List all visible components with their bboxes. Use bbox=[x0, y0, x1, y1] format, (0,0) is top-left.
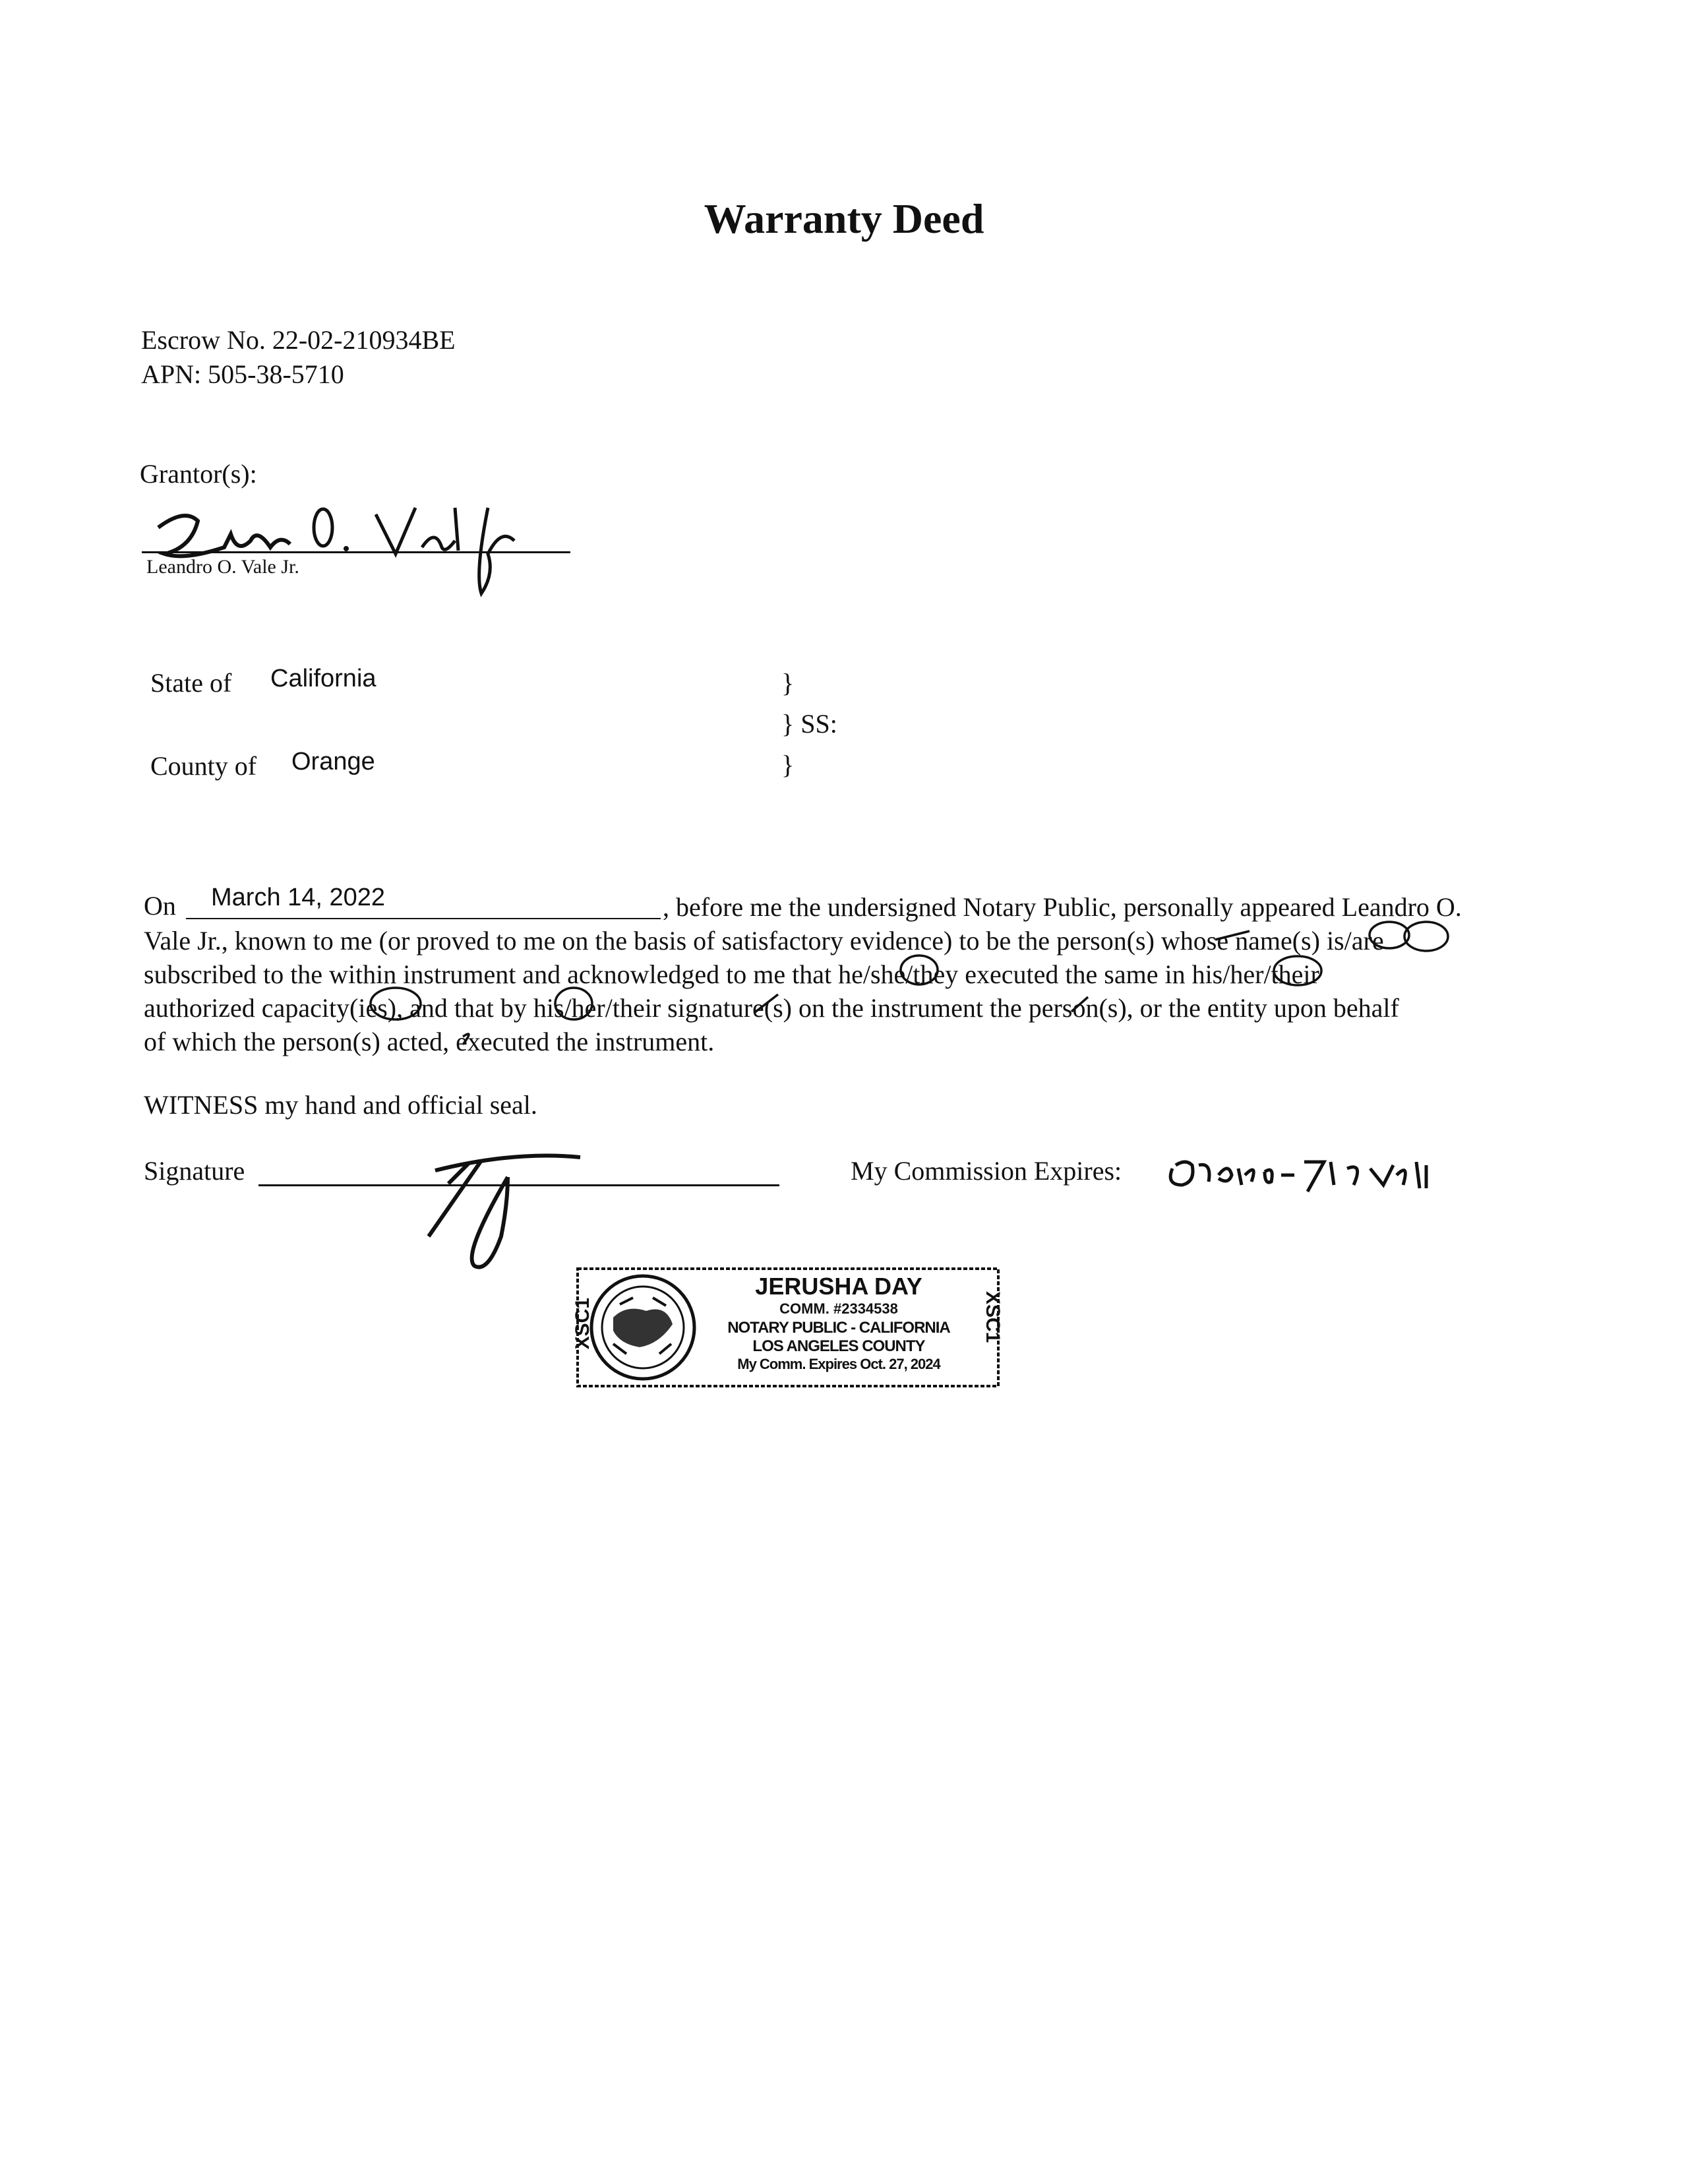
commission-expires-label: My Commission Expires: bbox=[851, 1156, 1122, 1186]
paragraph-line-3: subscribed to the within instrument and acknowledged to me that he/she/they executed the same in his/her/their bbox=[144, 959, 1319, 989]
acknowledgment-date: March 14, 2022 bbox=[211, 884, 386, 911]
paragraph-line-4: authorized capacity(ies), and that by his/her/their signature(s) on the instrument the person(s), or the entity upon behalf bbox=[144, 993, 1399, 1023]
stamp-expiration: My Comm. Expires Oct. 27, 2024 bbox=[737, 1356, 940, 1372]
paragraph-line-5: of which the person(s) acted, executed the instrument. bbox=[144, 1027, 715, 1056]
witness-line: WITNESS my hand and official seal. bbox=[144, 1090, 537, 1120]
notary-stamp bbox=[574, 1265, 1002, 1390]
county-label: County of bbox=[150, 751, 257, 781]
escrow-number: Escrow No. 22-02-210934BE bbox=[141, 325, 456, 355]
bracket-ss: } SS: bbox=[781, 709, 837, 739]
stamp-county: LOS ANGELES COUNTY bbox=[752, 1337, 925, 1355]
apn-number: APN: 505-38-5710 bbox=[141, 359, 344, 389]
signature-label: Signature bbox=[144, 1156, 245, 1186]
grantor-name: Leandro O. Vale Jr. bbox=[146, 556, 299, 578]
county-value: Orange bbox=[291, 748, 375, 775]
stamp-notary-name: JERUSHA DAY bbox=[755, 1273, 922, 1300]
bracket-top: } bbox=[781, 668, 795, 698]
notary-signature bbox=[409, 1144, 593, 1276]
bracket-bottom: } bbox=[781, 750, 795, 779]
stamp-title: NOTARY PUBLIC - CALIFORNIA bbox=[727, 1319, 950, 1337]
state-label: State of bbox=[150, 668, 232, 698]
commission-expires-handwritten bbox=[1166, 1149, 1456, 1195]
document-title: Warranty Deed bbox=[704, 195, 984, 242]
stamp-side-code-right: XSC1 bbox=[982, 1291, 1004, 1343]
on-label: On bbox=[144, 891, 176, 921]
stamp-commission-number: COMM. #2334538 bbox=[779, 1300, 898, 1317]
state-value: California bbox=[270, 665, 377, 692]
grantor-heading: Grantor(s): bbox=[140, 459, 257, 489]
paragraph-line-2: Vale Jr., known to me (or proved to me on the basis of satisfactory evidence) to be the person(s) whose name(s) is/are bbox=[144, 926, 1384, 956]
paragraph-line-1: , before me the undersigned Notary Public, personally appeared Leandro O. bbox=[663, 892, 1462, 922]
stamp-side-code-left: XSC1 bbox=[572, 1298, 593, 1350]
